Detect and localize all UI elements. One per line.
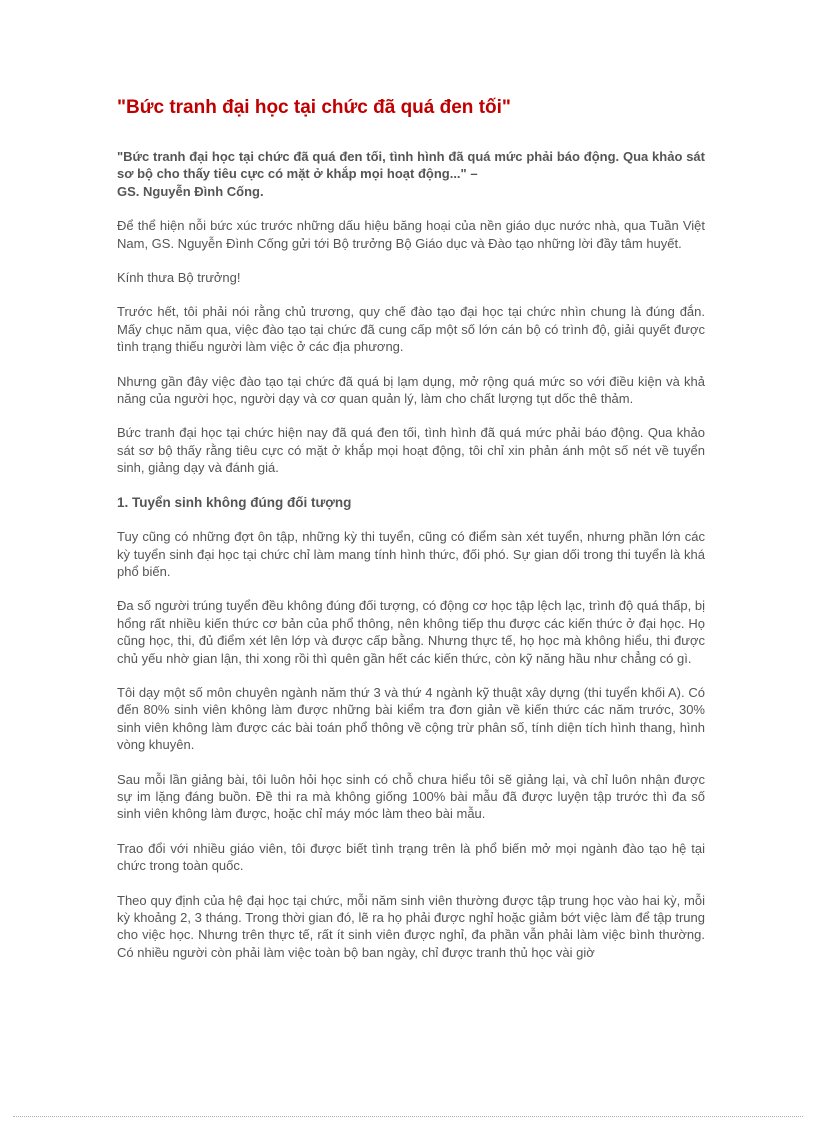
paragraph: Trao đổi với nhiều giáo viên, tôi được biết tình trạng trên là phổ biến mở mọi ngành đào tạo hệ tại chức trong toàn quốc. xyxy=(117,840,705,874)
paragraph: Trước hết, tôi phải nói rằng chủ trương, quy chế đào tạo đại học tại chức nhìn chung là đúng đắn. Mấy chục năm qua, việc đào tạo tại chức đã cung cấp một số lớn cán bộ có trình độ, giải quyết được tình trạng thiếu người làm việc ở các địa phương. xyxy=(117,304,705,355)
paragraph: Tuy cũng có những đợt ôn tập, những kỳ thi tuyển, cũng có điểm sàn xét tuyển, nhưng phần lớn các kỳ tuyển sinh đại học tại chức chỉ làm mang tính hình thức, đối phó. Sự gian dối trong thi tuyển là khá phổ biến. xyxy=(117,529,705,579)
paragraph: Sau mỗi lần giảng bài, tôi luôn hỏi học sinh có chỗ chưa hiểu tôi sẽ giảng lại, và chỉ luôn nhận được sự im lặng đáng buồn. Đề thi ra mà không giống 100% bài mẫu đã được luyện tập trước thì đa số sinh viên không làm được, hoặc chỉ máy móc làm theo bài mẫu. xyxy=(117,771,705,822)
lead-author: GS. Nguyễn Đình Cống. xyxy=(117,183,264,199)
paragraph: Đa số người trúng tuyển đều không đúng đối tượng, có động cơ học tập lệch lạc, trình độ quá thấp, bị hổng rất nhiều kiến thức cơ bản của phổ thông, nên không tiếp thu được các kiến thức ở đại học. Họ cũng học, thi, đủ điểm xét lên lớp và được cấp bằng. Nhưng thực tế, họ học mà không hiểu, thi được chủ yếu nhờ gian lận, thi xong rồi thì quên gần hết các kiến thức, còn kỹ năng hầu như chẳng có gì. xyxy=(117,598,705,666)
page-break-dotted-line xyxy=(13,1116,803,1117)
lead-text: "Bức tranh đại học tại chức đã quá đen tối, tình hình đã quá mức phải báo động. Qua khảo sát sơ bộ cho thấy tiêu cực có mặt ở khắp mọi hoạt động..." – xyxy=(117,149,705,182)
paragraph-intro: Để thể hiện nỗi bức xúc trước những dấu hiệu băng hoại của nền giáo dục nước nhà, qua Tuần Việt Nam, GS. Nguyễn Đình Cống gửi tới Bộ trưởng Bộ Giáo dục và Đào tạo những lời đầy tâm huyết. xyxy=(117,218,705,251)
paragraph: Nhưng gần đây việc đào tạo tại chức đã quá bị lạm dụng, mở rộng quá mức so với điều kiện và khả năng của người học, người dạy và cơ quan quản lý, làm cho chất lượng tụt dốc thê thảm. xyxy=(117,373,705,407)
paragraph: Bức tranh đại học tại chức hiện nay đã quá đen tối, tình hình đã quá mức phải báo động. Qua khảo sát sơ bộ thấy rằng tiêu cực có mặt ở khắp mọi hoạt động, tôi chỉ xin phản ánh một số nét về tuyển sinh, giảng dạy và đánh giá. xyxy=(117,425,705,476)
section-1-heading: 1. Tuyển sinh không đúng đối tượng xyxy=(117,494,352,510)
paragraph-salutation: Kính thưa Bộ trưởng! xyxy=(117,270,241,286)
lead-paragraph xyxy=(117,148,705,200)
article-title: "Bức tranh đại học tại chức đã quá đen tối" xyxy=(117,97,511,118)
paragraph: Theo quy định của hệ đại học tại chức, mỗi năm sinh viên thường được tập trung học vào hai kỳ, mỗi kỳ khoảng 2, 3 tháng. Trong thời gian đó, lẽ ra họ phải được nghỉ hoặc giảm bớt việc làm để tập trung cho việc học. Nhưng trên thực tế, rất ít sinh viên được nghỉ, đa phần vẫn phải làm việc bình thường. Có nhiều người còn phải làm việc toàn bộ ban ngày, chỉ được tranh thủ học vài giờ xyxy=(117,892,705,960)
article-body xyxy=(117,96,705,978)
paragraph: Tôi dạy một số môn chuyên ngành năm thứ 3 và thứ 4 ngành kỹ thuật xây dựng (thi tuyển khối A). Có đến 80% sinh viên không làm được những bài kiểm tra đơn giản về kiến thức các năm trước, 30% sinh viên không làm được các bài toán phổ thông về cộng trừ phân số, tính diện tích hình thang, hình vòng khuyên. xyxy=(117,684,705,753)
